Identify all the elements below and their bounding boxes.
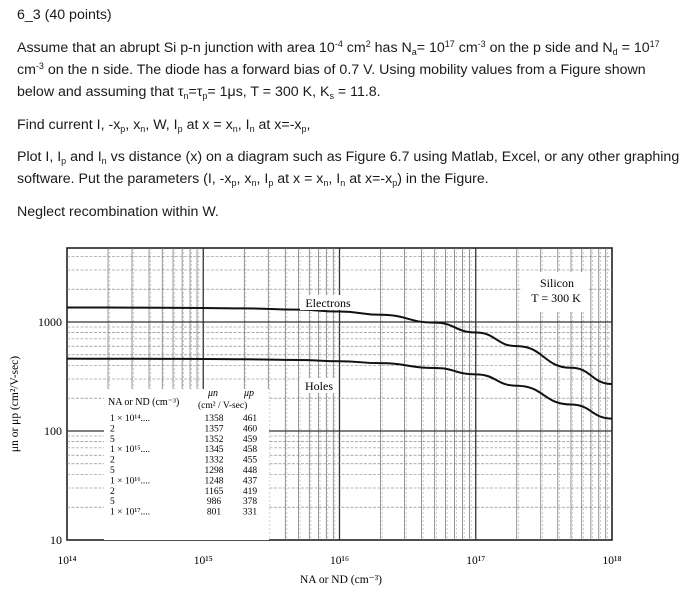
y-tick-label: 1000: [38, 315, 62, 329]
material-label: Silicon: [539, 276, 575, 290]
plot-instruction-line-2: software. Put the parameters (I, $-x_p$, $x_n$, $I_p$ at $x = x_n$, $I_n$ at $x=-x_p$) in the Figure.: [17, 171, 489, 188]
x-axis-label: NA or ND (cm⁻³): [299, 574, 383, 586]
table-row-label: 1 × 10¹⁷....: [110, 507, 151, 518]
holes-label: Holes: [305, 379, 333, 393]
table-mu-p-value: 461: [242, 414, 258, 424]
electrons-label: Electrons: [305, 296, 351, 310]
table-mu-n-value: 1358: [204, 414, 224, 424]
y-tick-label: 10: [50, 533, 62, 547]
table-mu-p-value: 455: [242, 455, 258, 466]
problem-title: 6_3 (40 points): [17, 7, 112, 23]
table-mu-n-value: 1298: [204, 466, 224, 476]
table-mu-n-value: 1165: [204, 486, 224, 497]
problem-statement-line-2: $cm^{-3}$ on the n side. The diode has a forward bias of 0.7 V. Using mobility values from a Figure shown: [17, 61, 646, 78]
table-mu-n-value: 801: [206, 507, 222, 518]
table-row-label: 1 × 10¹⁴....: [110, 414, 151, 424]
table-col1-header: NA or ND (cm⁻³): [108, 397, 180, 408]
table-mu-p-value: 459: [242, 434, 258, 445]
y-tick-label: 100: [44, 424, 62, 438]
table-mu-p-value: 437: [242, 476, 258, 487]
recombination-note: Neglect recombination within W.: [17, 204, 219, 220]
table-row-label: 2: [110, 486, 115, 497]
table-units-header: (cm² / V-sec): [198, 401, 248, 411]
table-mu-n-header: μn: [208, 388, 219, 399]
table-row-label: 1 × 10¹⁶....: [110, 476, 151, 487]
temperature-label: T = 300 K: [531, 291, 581, 305]
find-quantities-line: Find current I, $-x_p$, $x_n$, W, $I_p$ at $x = x_n$, $I_n$ at $x=-x_p$,: [17, 117, 311, 134]
y-axis-label: μn or μp (cm²/V-sec): [9, 355, 21, 453]
x-tick-label: 10¹⁵: [193, 555, 213, 567]
table-mu-n-value: 1352: [204, 434, 224, 445]
problem-statement-line-3: below and assuming that $\tau_n=\tau_p= 1\mu s$, T = 300 K, $K_s = 11.8$.: [17, 84, 381, 101]
table-row-label: 2: [110, 424, 115, 435]
problem-statement-line-1: Assume that an abrupt Si p-n junction with area $10^{-4}$ $cm^2$ has $N_a= 10^{17}$ $cm^{-3}$ on the p side and $N_d = 10^{17}$: [17, 39, 660, 57]
table-row-label: 5: [110, 497, 115, 508]
table-row-label: 5: [110, 434, 115, 445]
table-row-label: 2: [110, 455, 115, 466]
table-mu-p-value: 448: [242, 466, 258, 476]
table-row-label: 5: [110, 466, 115, 476]
mobility-table: [104, 388, 269, 540]
table-mu-n-value: 1248: [204, 476, 224, 487]
table-mu-p-header: μp: [244, 388, 255, 399]
table-mu-p-value: 331: [242, 507, 258, 518]
table-row-label: 1 × 10¹⁵....: [110, 445, 151, 456]
x-tick-label: 10¹⁶: [330, 555, 349, 567]
table-mu-p-value: 378: [242, 497, 258, 508]
table-mu-p-value: 458: [242, 445, 258, 456]
plot-instruction-line-1: Plot I, $I_p$ and $I_n$ vs distance (x) on a diagram such as Figure 6.7 using Matlab, Excel, or any other graphing: [17, 149, 680, 166]
table-mu-p-value: 419: [242, 486, 258, 497]
table-mu-n-value: 1332: [204, 455, 224, 466]
x-tick-label: 10¹⁷: [466, 555, 486, 567]
table-mu-n-value: 1357: [204, 424, 224, 435]
table-mu-n-value: 1345: [204, 445, 224, 456]
table-mu-n-value: 986: [206, 497, 222, 508]
x-tick-label: 10¹⁴: [57, 555, 77, 567]
x-tick-label: 10¹⁸: [602, 555, 622, 567]
table-mu-p-value: 460: [242, 424, 258, 435]
